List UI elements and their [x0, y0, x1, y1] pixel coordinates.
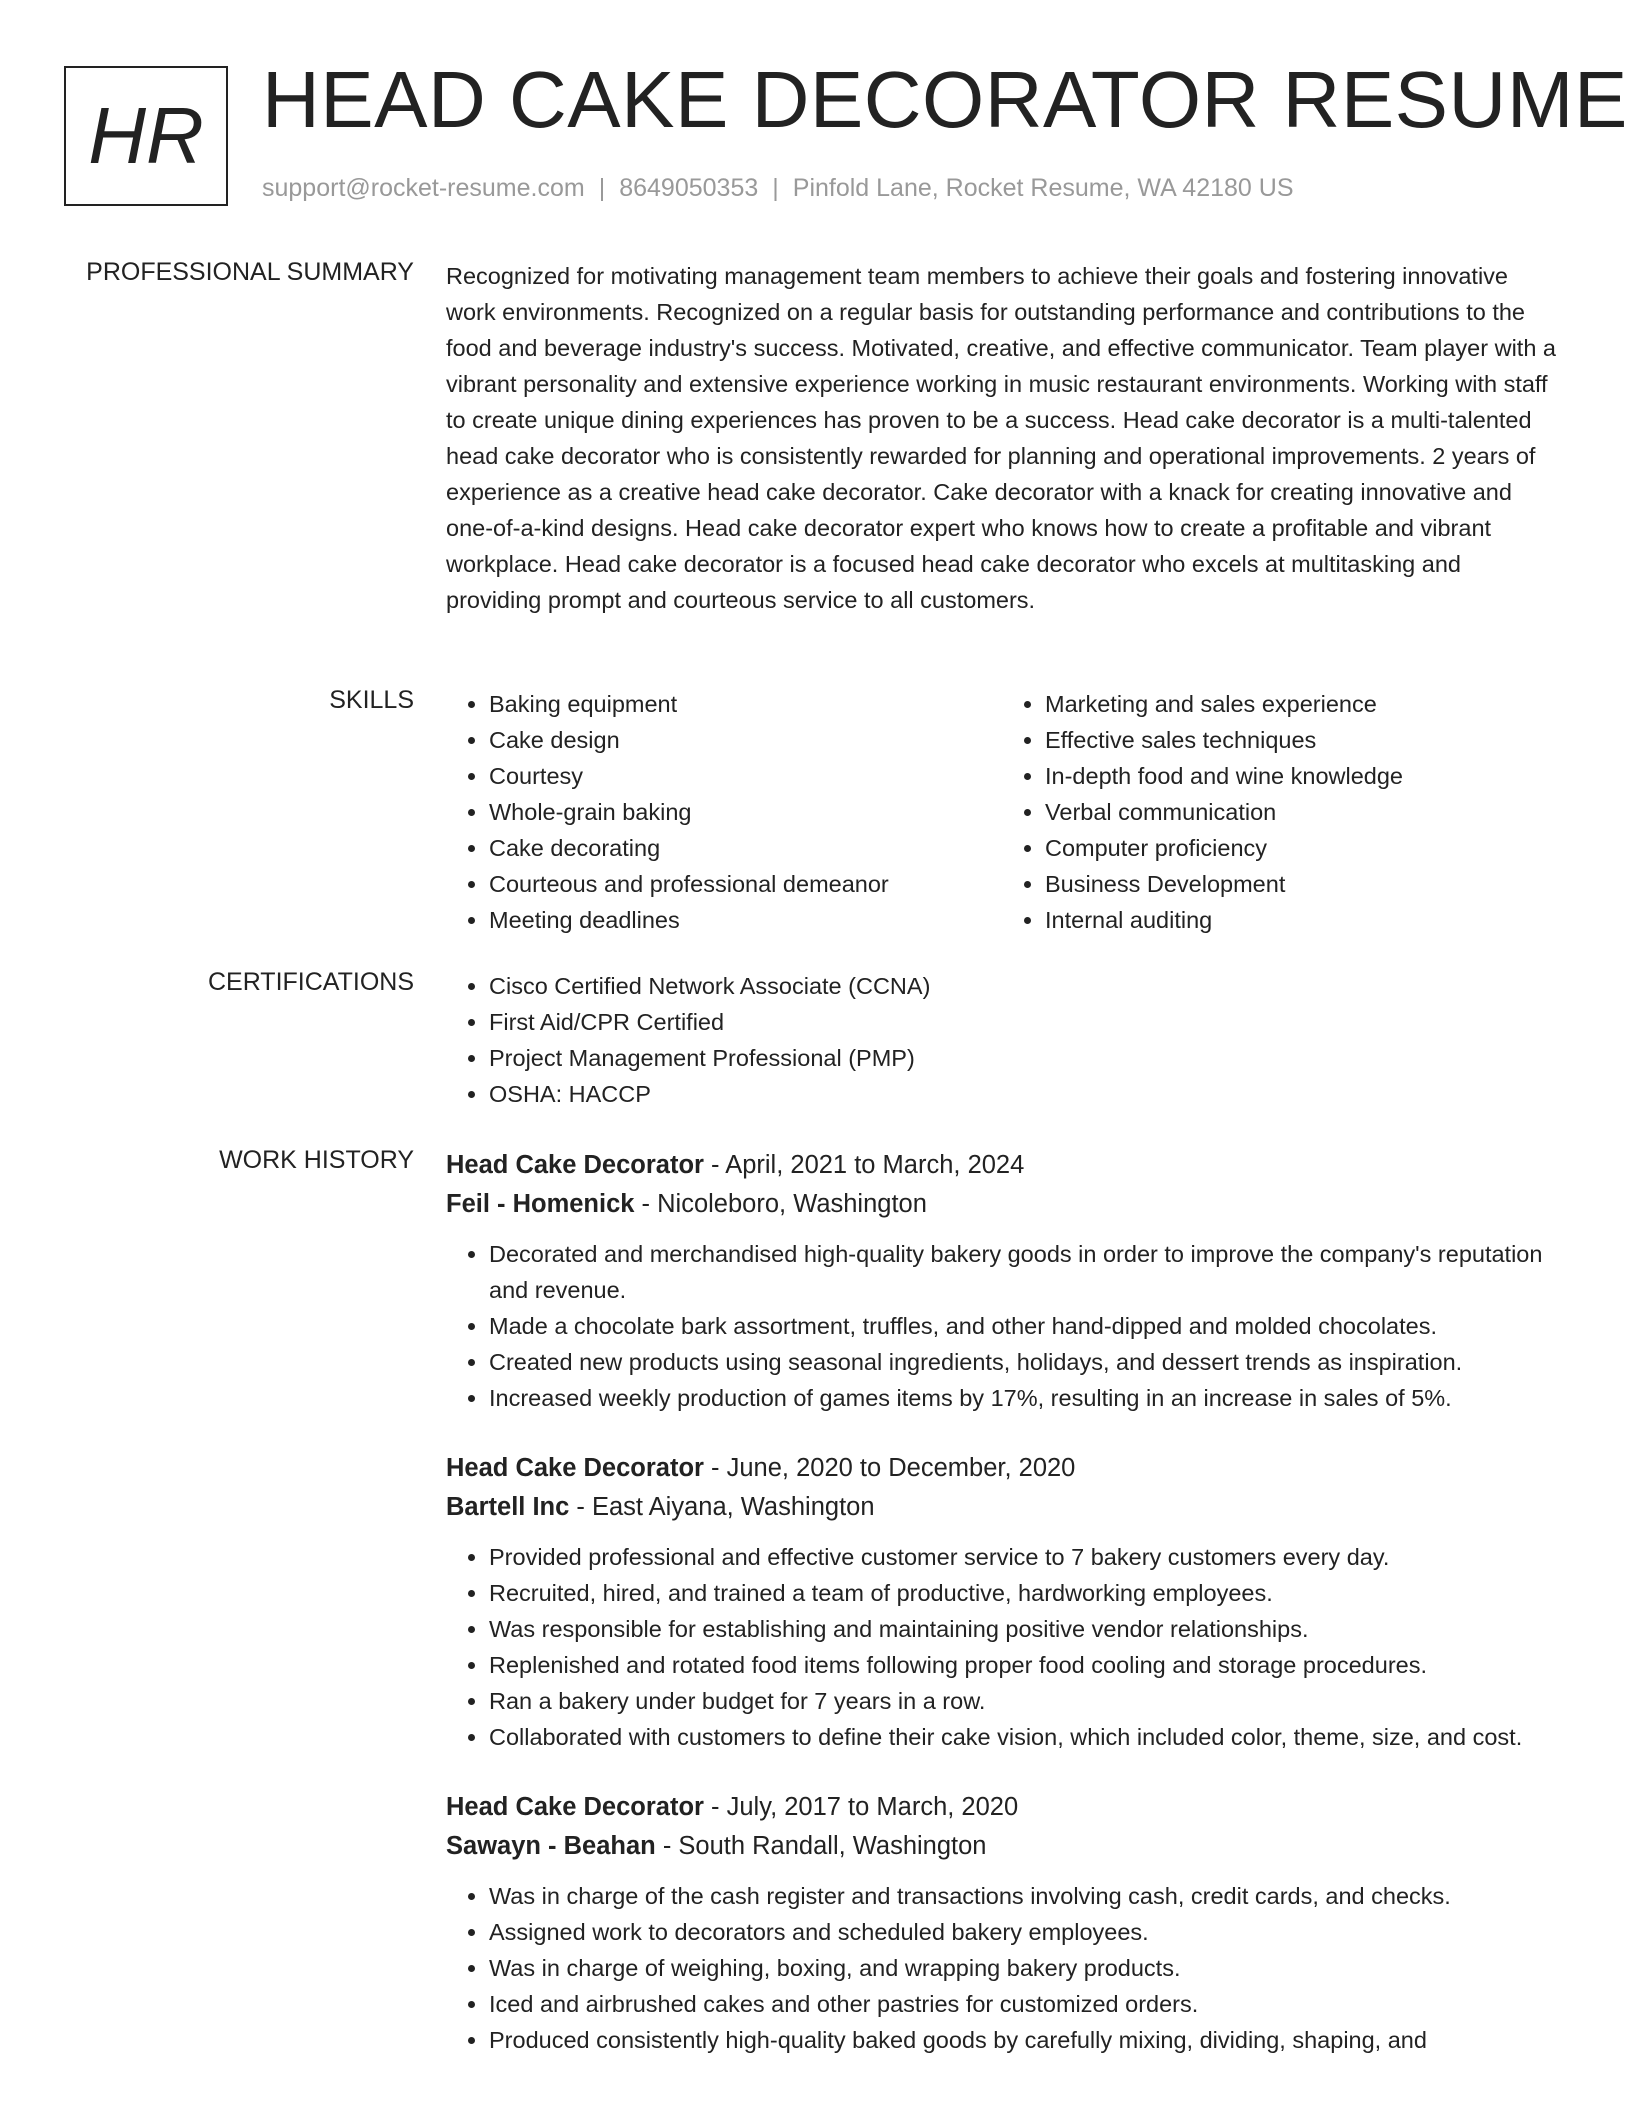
- job-bullet: • Collaborated with customers to define their cake vision, which included color, theme, size, and cost.: [489, 1719, 1558, 1755]
- skills-list-right: [1002, 686, 1558, 938]
- job-bullet: • Provided professional and effective customer service to 7 bakery customers every day.: [489, 1539, 1558, 1575]
- contact-phone[interactable]: 8649050353: [619, 174, 759, 202]
- skill-item: • In-depth food and wine knowledge: [1045, 758, 1558, 794]
- job-bullets: [446, 1236, 1558, 1416]
- job-bullet: • Created new products using seasonal ingredients, holidays, and dessert trends as inspiration.: [489, 1344, 1558, 1380]
- job-title: Head Cake Decorator: [446, 1151, 704, 1179]
- job-bullet: • Was in charge of the cash register and transactions involving cash, credit cards, and checks.: [489, 1878, 1558, 1914]
- job-bullet: • Assigned work to decorators and scheduled bakery employees.: [489, 1914, 1558, 1950]
- certification-item: • First Aid/CPR Certified: [489, 1004, 1558, 1040]
- monogram-initials: HR: [88, 91, 204, 180]
- job-company: Feil - Homenick: [446, 1190, 635, 1218]
- skill-item: • Business Development: [1045, 866, 1558, 902]
- section-label: WORK HISTORY: [219, 1146, 414, 1174]
- job-title-line: [446, 1788, 1558, 1827]
- skill-item: • Cake decorating: [489, 830, 1002, 866]
- job-bullet: • Decorated and merchandised high-quality bakery goods in order to improve the company's reputation and revenue.: [489, 1236, 1558, 1308]
- job-entry: [446, 1788, 1558, 2058]
- job-title-line: [446, 1449, 1558, 1488]
- job-company: Bartell Inc: [446, 1493, 570, 1521]
- page-title: HEAD CAKE DECORATOR RESUME: [262, 55, 1628, 144]
- skill-item: • Baking equipment: [489, 686, 1002, 722]
- skills-list-left: [446, 686, 1002, 938]
- job-bullets: [446, 1878, 1558, 2058]
- monogram: [64, 66, 228, 206]
- skill-item: • Courtesy: [489, 758, 1002, 794]
- contact-address: Pinfold Lane, Rocket Resume, WA 42180 US: [792, 174, 1294, 202]
- certifications-list: [446, 968, 1558, 1112]
- job-entry: [446, 1449, 1558, 1755]
- job-bullet: • Made a chocolate bark assortment, truffles, and other hand-dipped and molded chocolates.: [489, 1308, 1558, 1344]
- contact-line: [262, 174, 1294, 203]
- job-company-line: [446, 1827, 1558, 1866]
- job-bullet: • Was responsible for establishing and maintaining positive vendor relationships.: [489, 1611, 1558, 1647]
- section-label: CERTIFICATIONS: [207, 968, 414, 996]
- job-bullets: [446, 1539, 1558, 1755]
- job-dates: - July, 2017 to March, 2020: [703, 1793, 1019, 1821]
- certification-item: • Project Management Professional (PMP): [489, 1040, 1558, 1076]
- certification-item: • OSHA: HACCP: [489, 1076, 1558, 1112]
- job-company: Sawayn - Beahan: [446, 1832, 656, 1860]
- skill-item: • Marketing and sales experience: [1045, 686, 1558, 722]
- contact-email[interactable]: support@rocket-resume.com: [262, 174, 585, 202]
- summary-text: Recognized for motivating management team members to achieve their goals and fostering innovative work environments. Recognized on a regular basis for outstanding performance and contributions to the food and beverage industry's success. Motivated, creative, and effective communicator. Team player with a vibrant personality and extensive experience working in music restaurant environments. Working with staff to create unique dining experiences has proven to be a success. Head cake decorator is a multi-talented head cake decorator who is consistently rewarded for planning and operational improvements. 2 years of experience as a creative head cake decorator. Cake decorator with a knack for creating innovative and one-of-a-kind designs. Head cake decorator expert who knows how to create a profitable and vibrant workplace. Head cake decorator is a focused head cake decorator who excels at multitasking and providing prompt and courteous service to all customers.: [446, 263, 1556, 613]
- job-bullet: • Iced and airbrushed cakes and other pastries for customized orders.: [489, 1986, 1558, 2022]
- contact-separator: |: [772, 174, 779, 202]
- job-title-line: [446, 1146, 1558, 1185]
- section-label: PROFESSIONAL SUMMARY: [86, 258, 414, 286]
- job-location: - Nicoleboro, Washington: [634, 1190, 927, 1218]
- section-label: SKILLS: [329, 686, 414, 714]
- job-bullet: • Ran a bakery under budget for 7 years in a row.: [489, 1683, 1558, 1719]
- job-dates: - April, 2021 to March, 2024: [703, 1151, 1025, 1179]
- skill-item: • Cake design: [489, 722, 1002, 758]
- job-location: - South Randall, Washington: [655, 1832, 987, 1860]
- job-title: Head Cake Decorator: [446, 1454, 704, 1482]
- job-bullet: • Recruited, hired, and trained a team of productive, hardworking employees.: [489, 1575, 1558, 1611]
- skill-item: • Whole-grain baking: [489, 794, 1002, 830]
- job-bullet: • Was in charge of weighing, boxing, and wrapping bakery products.: [489, 1950, 1558, 1986]
- skill-item: • Internal auditing: [1045, 902, 1558, 938]
- certification-item: • Cisco Certified Network Associate (CCNA): [489, 968, 1558, 1004]
- job-dates: - June, 2020 to December, 2020: [703, 1454, 1076, 1482]
- job-entry: [446, 1146, 1558, 1416]
- skill-item: • Meeting deadlines: [489, 902, 1002, 938]
- contact-separator: |: [598, 174, 606, 202]
- job-title: Head Cake Decorator: [446, 1793, 704, 1821]
- job-company-line: [446, 1488, 1558, 1527]
- job-bullet: • Replenished and rotated food items following proper food cooling and storage procedures.: [489, 1647, 1558, 1683]
- jobs-container: [446, 1146, 1558, 2091]
- skill-item: • Effective sales techniques: [1045, 722, 1558, 758]
- skill-item: • Computer proficiency: [1045, 830, 1558, 866]
- job-bullet: • Produced consistently high-quality baked goods by carefully mixing, dividing, shaping, and: [489, 2022, 1558, 2058]
- job-bullet: • Increased weekly production of games items by 17%, resulting in an increase in sales of 5%.: [489, 1380, 1558, 1416]
- job-company-line: [446, 1185, 1558, 1224]
- skill-item: • Verbal communication: [1045, 794, 1558, 830]
- job-location: - East Aiyana, Washington: [569, 1493, 875, 1521]
- skill-item: • Courteous and professional demeanor: [489, 866, 1002, 902]
